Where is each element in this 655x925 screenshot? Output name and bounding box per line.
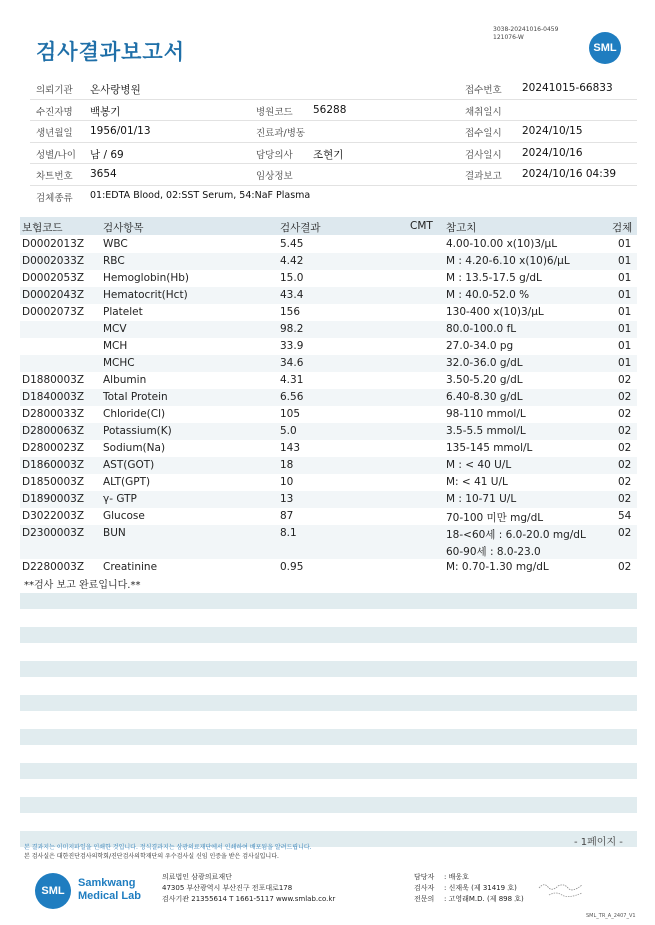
specimen-value: 01:EDTA Blood, 02:SST Serum, 54:NaF Plasma xyxy=(90,189,311,201)
cell-reference: 32.0-36.0 g/dL xyxy=(446,357,523,369)
clinical-label: 임상정보 xyxy=(256,171,293,182)
staff-line: 전문의 : 고영래M.D. (제 898 호) xyxy=(414,895,524,903)
cell-specimen: 01 xyxy=(618,357,632,369)
col-ref: 참고치 xyxy=(446,222,477,234)
empty-row xyxy=(20,797,637,813)
cell-test-name: AST(GOT) xyxy=(103,459,155,471)
table-row xyxy=(20,559,637,576)
accreditation-notice: 본 검사실은 대한진단검사의학회/진단검사의학재단의 우수검사실 신임 인증을 받은 검사실입니다. xyxy=(24,853,279,860)
cell-specimen: 01 xyxy=(618,340,632,352)
results-table-header xyxy=(20,217,637,235)
cell-code: D2800023Z xyxy=(22,442,85,454)
patient-value: 백봉기 xyxy=(90,105,121,118)
sex-age-value: 남 / 69 xyxy=(90,148,124,161)
cell-code: D2800033Z xyxy=(22,408,85,420)
cell-code: D0002033Z xyxy=(22,255,85,267)
cell-specimen: 02 xyxy=(618,561,632,573)
cell-reference: 3.5-5.5 mmol/L xyxy=(446,425,526,437)
cell-result: 6.56 xyxy=(280,391,304,403)
table-row xyxy=(20,270,637,287)
table-row xyxy=(20,321,637,338)
signature-mark xyxy=(548,890,584,898)
cell-specimen: 02 xyxy=(618,391,632,403)
cell-result: 4.31 xyxy=(280,374,304,386)
cell-reference: 98-110 mmol/L xyxy=(446,408,526,420)
cell-result: 98.2 xyxy=(280,323,304,335)
org-contact: 검사기관 21355614 T 1661-5117 www.smlab.co.kr xyxy=(162,895,336,903)
info-row xyxy=(30,121,637,143)
cell-code: D0002073Z xyxy=(22,306,85,318)
cell-reference: M : 4.20-6.10 x(10)6/μL xyxy=(446,255,570,267)
cell-result: 0.95 xyxy=(280,561,304,573)
footer-logo-text xyxy=(78,877,141,903)
cell-result: 18 xyxy=(280,459,294,471)
cell-reference: M : < 40 U/L xyxy=(446,459,512,471)
cell-result: 13 xyxy=(280,493,294,505)
table-row xyxy=(20,355,637,372)
test-date-label: 검사일시 xyxy=(465,149,502,161)
cell-reference-line-2: 60-90세 : 8.0-23.0 xyxy=(446,546,541,558)
table-row xyxy=(20,423,637,440)
sml-logo: SML xyxy=(589,32,621,64)
empty-row xyxy=(20,661,637,677)
cell-result: 156 xyxy=(280,306,301,318)
org-info xyxy=(162,872,335,905)
table-row xyxy=(20,508,637,525)
institution-value: 온사랑병원 xyxy=(90,84,141,96)
cell-specimen: 02 xyxy=(618,425,632,437)
receipt-no-label: 접수번호 xyxy=(465,85,502,96)
staff-info xyxy=(414,872,524,905)
table-row xyxy=(20,457,637,474)
cell-test-name: MCH xyxy=(103,340,128,352)
cell-reference: 130-400 x(10)3/μL xyxy=(446,306,544,318)
table-row xyxy=(20,389,637,406)
cell-specimen: 02 xyxy=(618,476,632,488)
info-row xyxy=(30,78,637,100)
table-row xyxy=(20,304,637,321)
org-name: 의료법인 삼광의료재단 xyxy=(162,873,232,881)
document-code-line-1: 3038-20241016-0459 xyxy=(493,26,559,33)
cell-result: 10 xyxy=(280,476,294,488)
info-row xyxy=(30,164,637,186)
cell-reference: M: < 41 U/L xyxy=(446,476,508,488)
table-row xyxy=(20,372,637,389)
hospital-code-label: 병원코드 xyxy=(256,106,293,118)
cell-test-name: Glucose xyxy=(103,510,145,522)
empty-row xyxy=(20,593,637,609)
cell-specimen: 02 xyxy=(618,527,632,539)
table-row xyxy=(20,253,637,270)
logo-line-2: Medical Lab xyxy=(78,890,141,902)
cell-result: 143 xyxy=(280,442,301,454)
patient-info-block xyxy=(30,78,637,206)
cell-code: D2800063Z xyxy=(22,425,85,437)
cell-reference: 4.00-10.00 x(10)3/μL xyxy=(446,238,558,250)
empty-row xyxy=(20,627,637,643)
chart-no-label: 차트번호 xyxy=(36,171,73,182)
cell-code: D2280003Z xyxy=(22,561,85,573)
document-code-line-2: 121076-W xyxy=(493,34,524,41)
sex-age-label: 성별/나이 xyxy=(36,149,76,161)
cell-specimen: 01 xyxy=(618,289,632,301)
cell-test-name: Total Protein xyxy=(103,391,168,403)
report-complete-text: **검사 보고 완료입니다.** xyxy=(24,580,141,591)
cell-test-name: RBC xyxy=(103,255,125,267)
report-title: 검사결과보고서 xyxy=(36,40,186,64)
collect-date-label: 채취일시 xyxy=(465,106,502,118)
info-row xyxy=(30,186,637,207)
birth-value: 1956/01/13 xyxy=(90,125,151,137)
print-notice: 본 결과지는 이미지파일을 인쇄한 것입니다. 정식결과지는 삼광의료재단에서 인쇄하여 배포됨을 알려드립니다. xyxy=(24,844,312,851)
cell-result: 4.42 xyxy=(280,255,304,267)
cell-test-name: Hemoglobin(Hb) xyxy=(103,272,190,284)
cell-reference: 135-145 mmol/L xyxy=(446,442,533,454)
cell-reference: 70-100 미만 mg/dL xyxy=(446,512,544,524)
table-row xyxy=(20,236,637,253)
document-code xyxy=(493,26,558,42)
cell-test-name: γ- GTP xyxy=(103,493,137,505)
staff-line: 검사자 : 신재욱 (제 31419 호) xyxy=(414,884,517,892)
org-address: 47305 부산광역시 부산진구 전포대로178 xyxy=(162,884,293,892)
col-cmt: CMT xyxy=(410,220,433,232)
col-code: 보험코드 xyxy=(22,222,63,234)
cell-test-name: MCV xyxy=(103,323,127,335)
col-name: 검사항목 xyxy=(103,222,144,234)
cell-test-name: BUN xyxy=(103,527,126,539)
cell-result: 105 xyxy=(280,408,301,420)
result-date-label: 결과보고 xyxy=(465,171,502,182)
cell-test-name: Creatinine xyxy=(103,561,158,573)
cell-specimen: 01 xyxy=(618,272,632,284)
cell-reference: 80.0-100.0 fL xyxy=(446,323,517,335)
specimen-label: 검체종류 xyxy=(36,192,73,204)
result-date-value: 2024/10/16 04:39 xyxy=(522,168,617,180)
patient-label: 수진자명 xyxy=(36,106,73,118)
staff-line: 담당자 : 배웅호 xyxy=(414,873,469,881)
table-row xyxy=(20,474,637,491)
cell-result: 15.0 xyxy=(280,272,304,284)
cell-reference: M: 0.70-1.30 mg/dL xyxy=(446,561,549,573)
cell-specimen: 02 xyxy=(618,493,632,505)
table-row xyxy=(20,287,637,304)
cell-code: D2300003Z xyxy=(22,527,85,539)
cell-code: D0002053Z xyxy=(22,272,85,284)
col-result: 검사결과 xyxy=(280,222,321,234)
table-row xyxy=(20,440,637,457)
cell-reference: M : 13.5-17.5 g/dL xyxy=(446,272,542,284)
info-row xyxy=(30,143,637,165)
table-row xyxy=(20,406,637,423)
doctor-value: 조현기 xyxy=(313,148,344,161)
dept-label: 진료과/병동 xyxy=(256,128,306,139)
form-code: SML_TR_A_2407_V1 xyxy=(586,913,636,919)
page-number: - 1페이지 - xyxy=(574,837,623,848)
table-row xyxy=(20,338,637,355)
doctor-label: 담당의사 xyxy=(256,149,293,161)
cell-specimen: 02 xyxy=(618,442,632,454)
cell-specimen: 02 xyxy=(618,408,632,420)
cell-reference: M : 40.0-52.0 % xyxy=(446,289,530,301)
info-row xyxy=(30,100,637,122)
cell-result: 5.45 xyxy=(280,238,304,250)
cell-specimen: 02 xyxy=(618,374,632,386)
birth-label: 생년월일 xyxy=(36,128,73,139)
empty-rows xyxy=(20,593,637,865)
cell-specimen: 02 xyxy=(618,459,632,471)
empty-row xyxy=(20,729,637,745)
test-date-value: 2024/10/16 xyxy=(522,146,583,159)
cell-test-name: Potassium(K) xyxy=(103,425,172,437)
table-row xyxy=(20,525,637,559)
cell-test-name: Albumin xyxy=(103,374,147,386)
cell-result: 43.4 xyxy=(280,289,304,301)
cell-code: D1850003Z xyxy=(22,476,85,488)
empty-row xyxy=(20,695,637,711)
cell-reference: 3.50-5.20 g/dL xyxy=(446,374,523,386)
cell-specimen: 01 xyxy=(618,238,632,250)
footer-logo-icon: SML xyxy=(35,873,71,909)
table-row xyxy=(20,491,637,508)
cell-code: D0002013Z xyxy=(22,238,85,250)
cell-test-name: Hematocrit(Hct) xyxy=(103,289,188,301)
cell-code: D1840003Z xyxy=(22,391,85,403)
results-table-body xyxy=(20,236,637,576)
cell-result: 87 xyxy=(280,510,294,522)
cell-result: 8.1 xyxy=(280,527,297,539)
cell-reference: 6.40-8.30 g/dL xyxy=(446,391,523,403)
receipt-no-value: 20241015-66833 xyxy=(522,82,613,94)
cell-test-name: Chloride(Cl) xyxy=(103,408,166,420)
logo-line-1: Samkwang xyxy=(78,877,136,889)
cell-test-name: Sodium(Na) xyxy=(103,442,166,454)
cell-reference: M : 10-71 U/L xyxy=(446,493,517,505)
cell-specimen: 01 xyxy=(618,255,632,267)
institution-label: 의뢰기관 xyxy=(36,85,73,96)
cell-test-name: ALT(GPT) xyxy=(103,476,151,488)
cell-reference: 27.0-34.0 pg xyxy=(446,340,514,352)
cell-result: 33.9 xyxy=(280,340,304,352)
cell-result: 5.0 xyxy=(280,425,297,437)
cell-code: D1890003Z xyxy=(22,493,85,505)
cell-code: D3022003Z xyxy=(22,510,85,522)
cell-specimen: 01 xyxy=(618,323,632,335)
cell-code: D1860003Z xyxy=(22,459,85,471)
cell-code: D1880003Z xyxy=(22,374,85,386)
empty-row xyxy=(20,763,637,779)
cell-result: 34.6 xyxy=(280,357,304,369)
cell-code: D0002043Z xyxy=(22,289,85,301)
cell-test-name: WBC xyxy=(103,238,128,250)
hospital-code-value: 56288 xyxy=(313,103,347,116)
cell-test-name: MCHC xyxy=(103,357,135,369)
col-spec: 검체 xyxy=(612,222,633,234)
receipt-date-value: 2024/10/15 xyxy=(522,125,583,137)
receipt-date-label: 접수일시 xyxy=(465,128,502,139)
cell-reference: 18-<60세 : 6.0-20.0 mg/dL xyxy=(446,529,586,541)
cell-test-name: Platelet xyxy=(103,306,143,318)
cell-specimen: 54 xyxy=(618,510,632,522)
chart-no-value: 3654 xyxy=(90,168,117,180)
cell-specimen: 01 xyxy=(618,306,632,318)
